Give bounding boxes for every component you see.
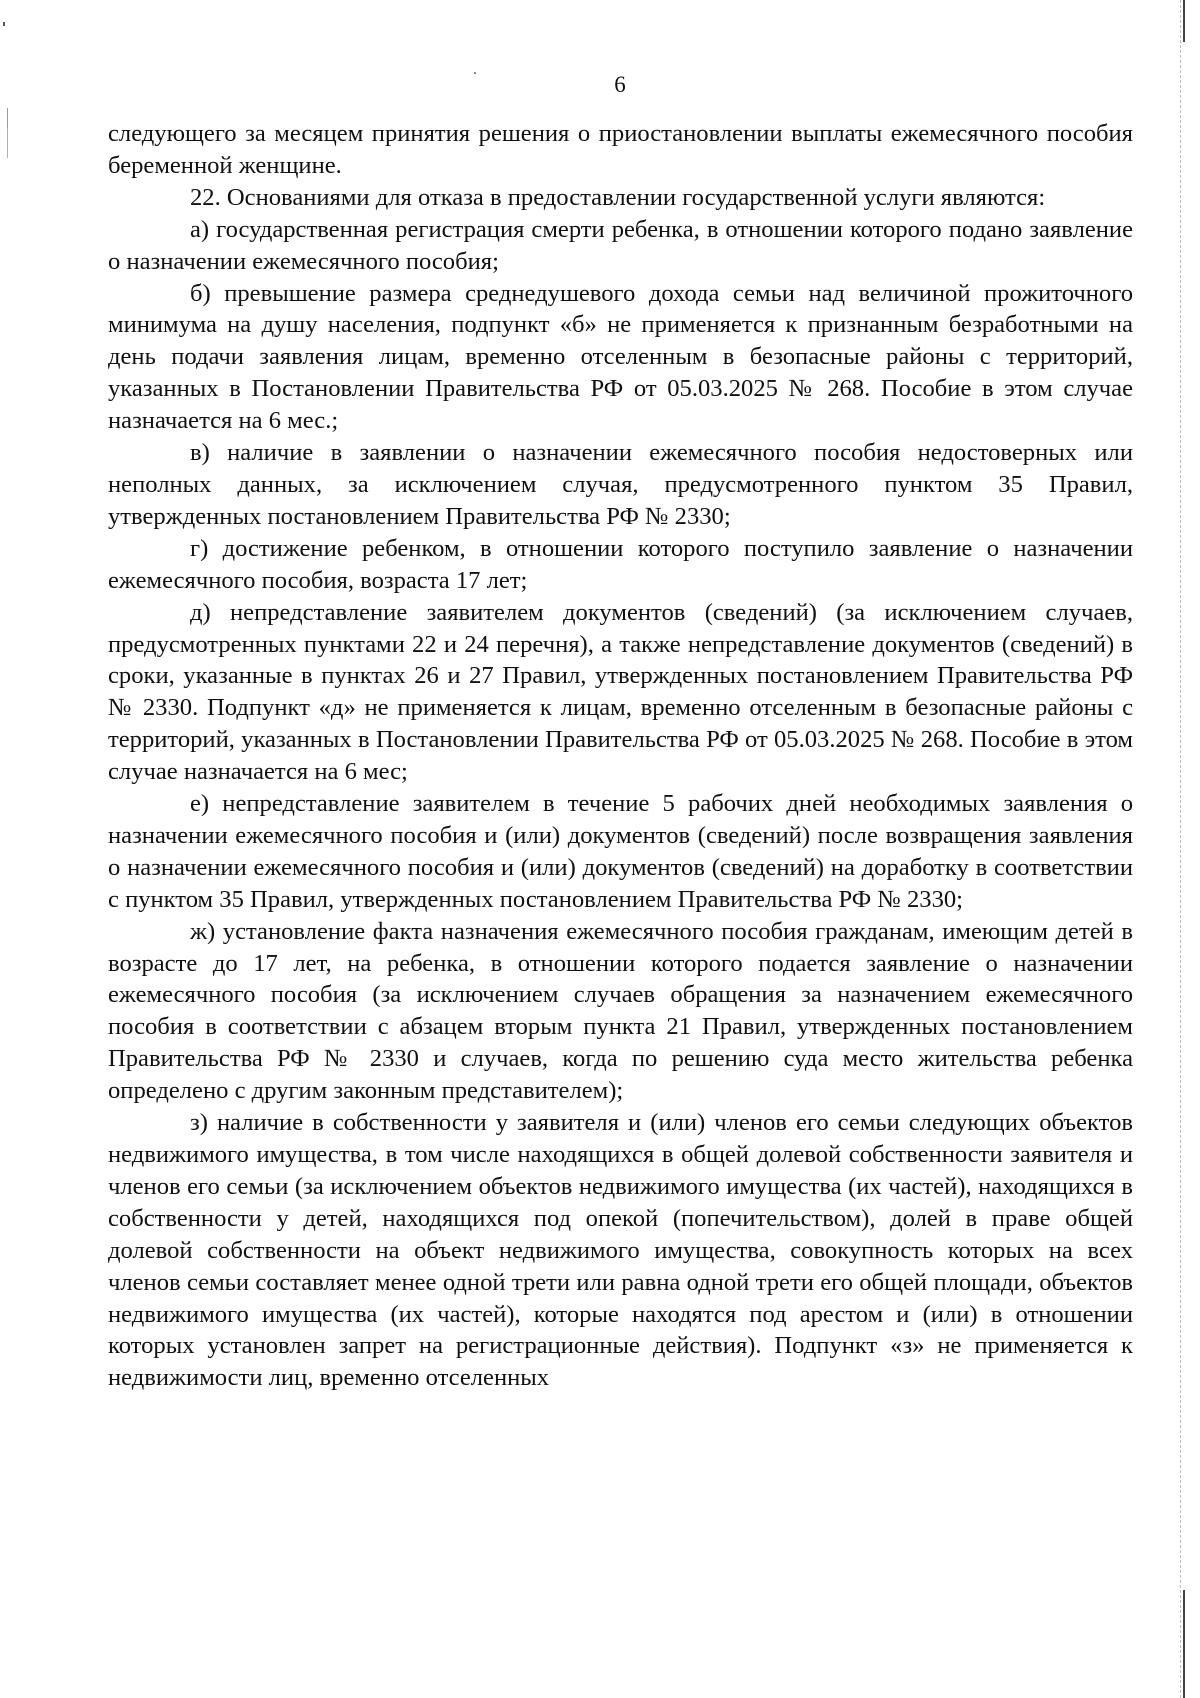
- scan-edge: [1183, 1590, 1185, 1698]
- scan-artifact: [7, 128, 8, 158]
- paragraph-continuation: следующего за месяцем принятия решения о приостановлении выплаты ежемесячного пособия беременной женщине.: [108, 120, 1133, 179]
- scan-edge: [1183, 0, 1185, 42]
- scan-edge: [1180, 0, 1181, 1698]
- paragraph-subitem-a: а) государственная регистрация смерти ребенка, в отношении которого подано заявление о назначении ежемесячного пособия;: [108, 215, 1133, 275]
- paragraph-subitem-d: д) непредставление заявителем документов (сведений) (за исключением случаев, предусмотренных пунктами 22 и 24 перечня), а также непредставление документов (сведений) в сроки, указанные в пунктах 26 и 27 Правил, утвержденных постановлением Правительства РФ № 2330. Подпункт «д» не применяется к лицам, временно отселенным в безопасные районы с территорий, указанных в Постановлении Правительства РФ от 05.03.2025 № 268. Пособие в этом случае назначается на 6 мес;: [108, 598, 1133, 786]
- paragraph-subitem-zh: ж) установление факта назначения ежемесячного пособия гражданам, имеющим детей в возрасте до 17 лет, на ребенка, в отношении которого подается заявление о назначении ежемесячного пособия (за исключением случаев обращения за назначением ежемесячного пособия в соответствии с абзацем вторым пункта 21 Правил, утвержденных постановлением Правительства РФ № 2330 и случаев, когда по решению суда место жительства ребенка определено с другим законным представителем);: [108, 917, 1133, 1105]
- paragraph-subitem-b: б) превышение размера среднедушевого дохода семьи над величиной прожиточного минимума на душу населения, подпункт «б» не применяется к признанным безработными на день подачи заявления лицам, временно отселенным в безопасные районы с территорий, указанных в Постановлении Правительства РФ от 05.03.2025 № 268. Пособие в этом случае назначается на 6 мес.;: [108, 279, 1133, 435]
- scan-artifact: [3, 22, 5, 26]
- page-number: 6: [614, 72, 626, 97]
- paragraph-subitem-g: г) достижение ребенком, в отношении которого поступило заявление о назначении ежемесячного пособия, возраста 17 лет;: [108, 534, 1133, 594]
- paragraph-subitem-v: в) наличие в заявлении о назначении ежемесячного пособия недостоверных или неполных данных, за исключением случая, предусмотренного пунктом 35 Правил, утвержденных постановлением Правительства РФ № 2330;: [108, 439, 1133, 530]
- paragraph-subitem-z: з) наличие в собственности у заявителя и (или) членов его семьи следующих объектов недвижимого имущества, в том числе находящихся в общей долевой собственности заявителя и членов его семьи (за исключением объектов недвижимого имущества (их частей), находящихся в собственности у детей, находящихся под опекой (попечительством), долей в праве общей долевой собственности на объект недвижимого имущества, совокупность которых на всех членов семьи составляет менее одной трети или равна одной трети его общей площади, объектов недвижимого имущества (их частей), которые находятся под арестом и (или) в отношении которых установлен запрет на регистрационные действия). Подпункт «з» не применяется к недвижимости лиц, временно отселенных: [108, 1109, 1133, 1392]
- paragraph-subitem-e: е) непредставление заявителем в течение 5 рабочих дней необходимых заявления о назначении ежемесячного пособия и (или) документов (сведений) после возвращения заявления о назначении ежемесячного пособия и (или) документов (сведений) на доработку в соответствии с пунктом 35 Правил, утвержденных постановлением Правительства РФ № 2330;: [108, 790, 1133, 913]
- paragraph-item-22: 22. Основаниями для отказа в предоставлении государственной услуги являются:: [190, 183, 1046, 211]
- document-body: [108, 118, 1133, 1394]
